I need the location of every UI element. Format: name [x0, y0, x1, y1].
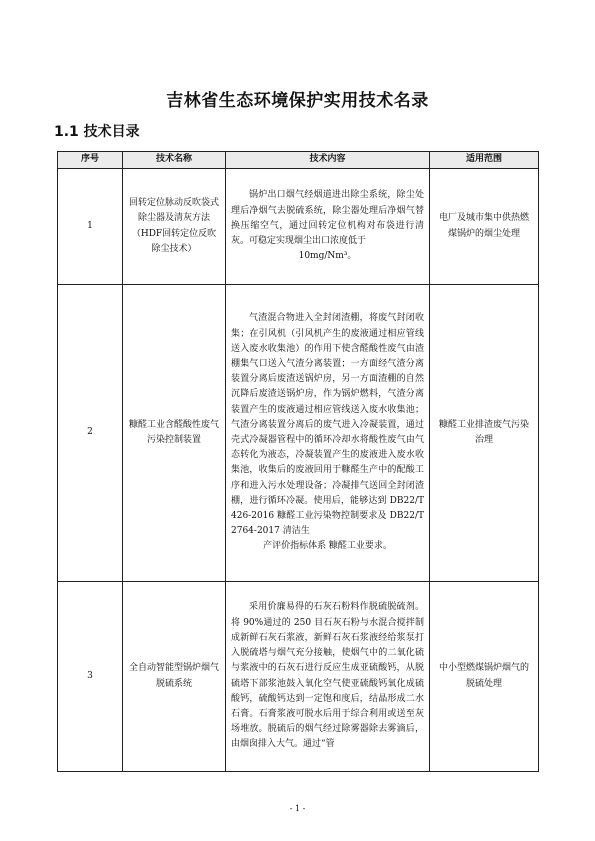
- row-tech-content: [226, 169, 430, 285]
- row-content-text: 气渣混合物进入全封闭渣棚，将废气封闭收集；在引风机（引风机产生的废液通过相应管线送入废水收集池）的作用下使含醛酸性废气由渣棚集气口送入气渣分离装置；一方面经气渣分离装置分离后废渣送锅炉房，另一方面渣棚的自然沉降后废渣送锅炉房，作为锅炉燃料，气渣分离装置产生的废液通过相应管线送入废水收集池；气渣分离装置分离后的废气进入冷凝装置，通过壳式冷凝器管程中的循环冷却水将酸性废气由气态转化为液态，冷凝装置产生的废液进入废水收集池，收集后的废液回用于糠醛生产中的配酸工序和进入污水处理设备；冷凝排气送回全封闭渣棚，进行循环冷凝。使用后，能够达到 DB22/T 426-2016 糠醛工业污染物控制要求及 DB22/T 2764-2017 清洁生: [231, 313, 424, 537]
- row-content-text: 锅炉出口烟气经烟道进出除尘系统，除尘处理后净烟气去脱硫系统，除尘器处理后净烟气替换压缩空气，通过回转定位机构对布袋进行清灰。可稳定实现烟尘出口浓度低于: [231, 190, 424, 247]
- row-seq: 2: [58, 285, 123, 582]
- row-tech-content: [226, 285, 430, 582]
- row-tech-name: 糠醛工业含醛酸性废气污染控制装置: [123, 285, 226, 582]
- section-heading: 1.1 技术目录: [54, 124, 140, 140]
- header-scope: 适用范围: [430, 152, 539, 169]
- row-seq: 1: [58, 169, 123, 285]
- row-tech-name: 回转定位脉动反吹袋式除尘器及清灰方法（HDF回转定位反吹除尘技术）: [123, 169, 226, 285]
- technology-table: [57, 151, 539, 772]
- row-scope: 电厂及城市集中供热燃煤锅炉的烟尘处理: [430, 169, 539, 285]
- row-tech-name: 全自动智能型锅炉烟气脱硫系统: [123, 582, 226, 772]
- header-name: 技术名称: [123, 152, 226, 169]
- header-content: 技术内容: [226, 152, 430, 169]
- table-row: [58, 582, 539, 772]
- table-row: [58, 169, 539, 285]
- document-title: 吉林省生态环境保护实用技术名录: [166, 91, 429, 111]
- row-content-tail: 10mg/Nm³。: [298, 251, 357, 262]
- row-seq: 3: [58, 582, 123, 772]
- row-tech-content: [226, 582, 430, 772]
- page-number: - 1 -: [289, 804, 306, 813]
- row-scope: 中小型燃煤锅炉烟气的脱硫处理: [430, 582, 539, 772]
- row-content-text: 采用价廉易得的石灰石粉料作脱硫脱硫剂。将 90%通过的 250 目石灰石粉与水混合搅拌制成新鲜石灰石浆液，新鲜石灰石浆液经给浆泵打入脱硫塔与烟气充分接触，使烟气中的二氧化硫与浆液中的石灰石进行反应生成亚硫酸钙，从脱硫塔下部浆池鼓入氧化空气使亚硫酸钙氧化成硫酸钙，硫酸钙达到一定饱和度后，结晶形成二水石膏。石膏浆液可脱水后用于综合利用或送至灰场堆放。脱硫后的烟气经过除雾器除去雾滴后，由烟囱排入大气。通过“管: [231, 602, 424, 750]
- row-scope: 糠醛工业排渣废气污染治理: [430, 285, 539, 582]
- table-row: [58, 285, 539, 582]
- header-seq: 序号: [58, 152, 123, 169]
- row-content-tail: 产评价指标体系 糠醛工业要求。: [263, 541, 392, 552]
- table-header-row: [58, 152, 539, 169]
